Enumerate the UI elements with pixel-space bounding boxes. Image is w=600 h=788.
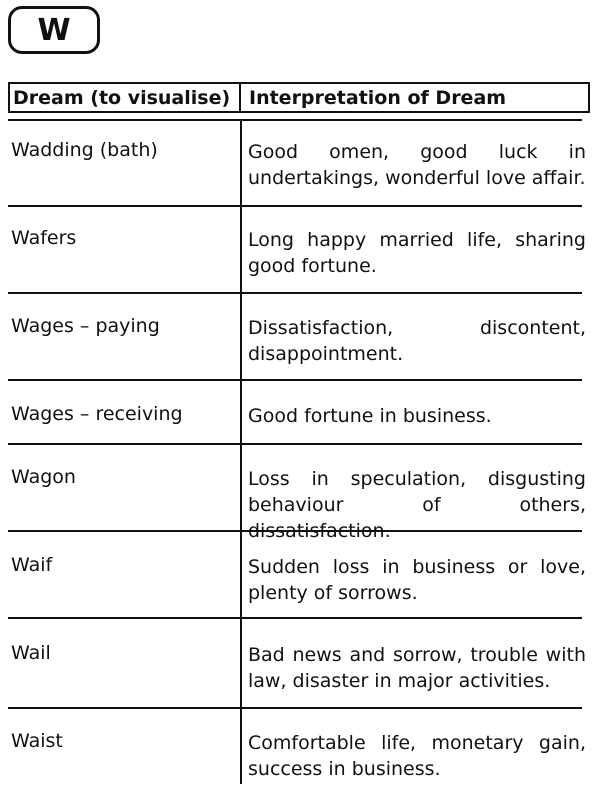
section-letter-badge <box>8 6 100 54</box>
table-header <box>8 82 590 113</box>
table-row-dream: Waif <box>11 554 53 576</box>
table-row-dream: Wadding (bath) <box>11 139 158 161</box>
table-row-interpretation: Dissatisfaction, discontent, disappointment. <box>248 317 586 365</box>
table-row-dream: Wages – paying <box>11 315 160 337</box>
header-dream: Dream (to visualise) <box>10 84 241 111</box>
table-row-dream: Wagon <box>11 466 76 488</box>
row-divider <box>8 707 582 709</box>
header-interpretation: Interpretation of Dream <box>249 86 507 109</box>
table-row-interpretation: Loss in speculation, disgusting behaviour of others, dissatisfaction. <box>248 468 586 542</box>
table-row-interpretation: Good fortune in business. <box>248 405 492 427</box>
row-divider <box>8 119 582 121</box>
table-row-interpretation: Sudden loss in business or love, plenty of sorrows. <box>248 556 586 604</box>
row-divider <box>8 443 582 445</box>
row-divider <box>8 379 582 381</box>
section-letter: W <box>37 12 71 48</box>
table-row-dream: Wail <box>11 642 51 664</box>
table-row-interpretation: Bad news and sorrow, trouble with law, disaster in major activities. <box>248 644 586 692</box>
row-divider <box>8 617 582 619</box>
table-row-interpretation: Comfortable life, monetary gain, success in business. <box>248 732 586 780</box>
column-divider <box>240 120 242 784</box>
table-row-dream: Wages – receiving <box>11 403 183 425</box>
table-row-interpretation: Long happy married life, sharing good fortune. <box>248 229 586 277</box>
row-divider <box>8 205 582 207</box>
table-row-interpretation: Good omen, good luck in undertakings, wonderful love affair. <box>248 141 586 189</box>
row-divider <box>8 292 582 294</box>
table-row-dream: Wafers <box>11 227 77 249</box>
table-row-dream: Waist <box>11 730 63 752</box>
